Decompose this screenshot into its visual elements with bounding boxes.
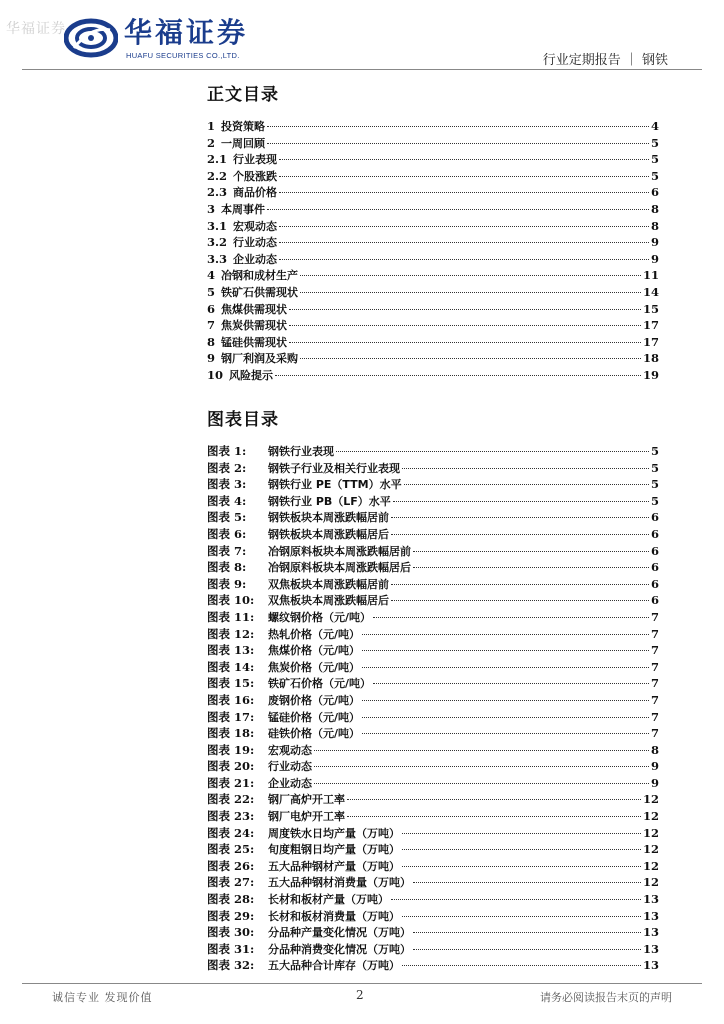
leader-dots [402, 849, 641, 850]
toc-entry[interactable] [207, 234, 659, 251]
leader-dots [289, 342, 641, 343]
entry-title: 五大品种钢材产量（万吨） [268, 859, 400, 873]
entry-number: 图表 23: [207, 809, 255, 824]
entry-number: 5 [207, 284, 216, 299]
entry-number: 图表 21: [207, 775, 255, 790]
entry-title: 五大品种钢材消费量（万吨） [268, 876, 411, 890]
entry-page: 7 [650, 659, 659, 674]
entry-title: 钢厂利润及采购 [221, 352, 299, 366]
entry-page: 12 [642, 858, 659, 873]
footer-slogan: 诚信专业 发现价值 [52, 991, 153, 1004]
figure-entry[interactable] [207, 609, 659, 626]
figure-entry[interactable] [207, 526, 659, 543]
entry-number: 图表 4: [207, 493, 247, 508]
entry-number: 图表 19: [207, 742, 255, 757]
leader-dots [289, 309, 641, 310]
figure-entry[interactable] [207, 709, 659, 726]
entry-page: 12 [642, 792, 659, 807]
entry-number: 4 [207, 268, 216, 283]
entry-page: 13 [642, 925, 659, 940]
entry-number: 10 [207, 367, 224, 382]
toc-entry[interactable] [207, 151, 659, 168]
entry-page: 6 [650, 185, 659, 200]
leader-dots [402, 468, 649, 469]
entry-page: 13 [642, 892, 659, 907]
entry-page: 12 [642, 825, 659, 840]
figure-entry[interactable] [207, 758, 659, 775]
entry-number: 2.2 [207, 168, 228, 183]
figure-entry[interactable] [207, 476, 659, 493]
entry-title: 一周回顾 [221, 136, 266, 150]
leader-dots [413, 949, 641, 950]
entry-number: 图表 30: [207, 925, 255, 940]
figure-entry[interactable] [207, 908, 659, 925]
figure-entry[interactable] [207, 957, 659, 974]
entry-number: 图表 10: [207, 593, 255, 608]
entry-number: 图表 16: [207, 692, 255, 707]
entry-page: 6 [650, 560, 659, 575]
entry-title: 宏观动态 [233, 219, 278, 233]
entry-number: 图表 6: [207, 526, 247, 541]
leader-dots [391, 600, 649, 601]
entry-title: 风险提示 [229, 368, 274, 382]
leader-dots [279, 242, 649, 243]
entry-title: 长材和板材产量（万吨） [268, 893, 389, 907]
leader-dots [362, 733, 649, 734]
entry-title: 长材和板材消费量（万吨） [268, 909, 400, 923]
entry-number: 图表 15: [207, 676, 255, 691]
entry-title: 分品种消费变化情况（万吨） [268, 942, 411, 956]
entry-number: 3 [207, 201, 216, 216]
figure-entry[interactable] [207, 841, 659, 858]
toc-entry[interactable] [207, 350, 659, 367]
leader-dots [402, 965, 641, 966]
entry-number: 图表 9: [207, 576, 247, 591]
leader-dots [393, 501, 649, 502]
entry-number: 图表 24: [207, 825, 255, 840]
footer-divider [22, 983, 702, 984]
entry-page: 18 [642, 351, 659, 366]
leader-dots [267, 209, 649, 210]
toc-entry[interactable] [207, 284, 659, 301]
entry-page: 13 [642, 958, 659, 973]
entry-page: 7 [650, 643, 659, 658]
entry-title: 钢铁板块本周涨跌幅居前 [268, 511, 389, 525]
entry-page: 8 [650, 201, 659, 216]
leader-dots [300, 358, 641, 359]
entry-title: 五大品种合计库存（万吨） [268, 959, 400, 973]
leader-dots [300, 275, 641, 276]
entry-title: 钢厂高炉开工率 [268, 793, 345, 807]
entry-number: 7 [207, 318, 216, 333]
leader-dots [391, 899, 641, 900]
figure-entry[interactable] [207, 576, 659, 593]
figure-entry[interactable] [207, 775, 659, 792]
entry-title: 企业动态 [233, 252, 278, 266]
leader-dots [267, 143, 649, 144]
entry-title: 钢铁行业 PB（LF）水平 [268, 494, 391, 508]
entry-page: 9 [650, 251, 659, 266]
entry-number: 图表 18: [207, 726, 255, 741]
company-logo [64, 16, 274, 62]
figure-entry[interactable] [207, 808, 659, 825]
entry-number: 2 [207, 135, 216, 150]
entry-number: 图表 1: [207, 444, 247, 458]
leader-dots [279, 226, 649, 227]
figure-entry[interactable] [207, 443, 659, 460]
figure-entry[interactable] [207, 626, 659, 643]
leader-dots [275, 375, 641, 376]
entry-page: 5 [650, 477, 659, 492]
entry-number: 图表 13: [207, 643, 255, 658]
figure-entry[interactable] [207, 791, 659, 808]
entry-page: 5 [650, 152, 659, 167]
entry-title: 锰硅供需现状 [221, 335, 288, 349]
entry-title: 冶钢原料板块本周涨跌幅居后 [268, 561, 411, 575]
leader-dots [314, 766, 649, 767]
leader-dots [362, 650, 649, 651]
toc-entry[interactable] [207, 334, 659, 351]
leader-dots [402, 866, 641, 867]
entry-title: 硅铁价格（元/吨） [268, 727, 361, 741]
entry-page: 7 [650, 626, 659, 641]
figure-entry[interactable] [207, 509, 659, 526]
leader-dots [402, 833, 641, 834]
entry-page: 5 [650, 460, 659, 475]
entry-title: 本周事件 [221, 202, 266, 216]
toc-entry[interactable] [207, 218, 659, 235]
entry-page: 5 [650, 444, 659, 458]
leader-dots [373, 683, 649, 684]
entry-page: 13 [642, 941, 659, 956]
entry-title: 焦炭价格（元/吨） [268, 660, 361, 674]
toc-entry[interactable] [207, 201, 659, 218]
entry-number: 图表 26: [207, 858, 255, 873]
leader-dots [314, 750, 649, 751]
toc-entry[interactable] [207, 168, 659, 185]
entry-title: 分品种产量变化情况（万吨） [268, 926, 411, 940]
leader-dots [391, 584, 649, 585]
entry-page: 12 [642, 875, 659, 890]
entry-page: 12 [642, 842, 659, 857]
leader-dots [362, 700, 649, 701]
swirl-logo-icon [64, 18, 118, 58]
entry-title: 铁矿石价格（元/吨） [268, 677, 372, 691]
entry-title: 行业动态 [268, 760, 312, 774]
entry-number: 图表 3: [207, 477, 247, 492]
figure-entry[interactable] [207, 592, 659, 609]
entry-page: 7 [650, 709, 659, 724]
entry-page: 13 [642, 908, 659, 923]
entry-title: 铁矿石供需现状 [221, 285, 299, 299]
entry-page: 6 [650, 576, 659, 591]
entry-title: 周度铁水日均产量（万吨） [268, 826, 400, 840]
entry-title: 热轧价格（元/吨） [268, 627, 361, 641]
entry-page: 9 [650, 235, 659, 250]
figure-entry[interactable] [207, 559, 659, 576]
entry-number: 图表 28: [207, 892, 255, 907]
entry-title: 宏观动态 [268, 743, 312, 757]
figure-entry[interactable] [207, 874, 659, 891]
entry-title: 个股涨跌 [233, 169, 278, 183]
entry-page: 7 [650, 609, 659, 624]
figure-entry[interactable] [207, 460, 659, 477]
entry-page: 7 [650, 692, 659, 707]
toc-entry[interactable] [207, 135, 659, 152]
entry-number: 图表 17: [207, 709, 255, 724]
entry-number: 6 [207, 301, 216, 316]
logo-english-name: HUAFU SECURITIES CO.,LTD. [126, 51, 240, 60]
entry-title: 钢铁板块本周涨跌幅居后 [268, 527, 389, 541]
entry-number: 3.3 [207, 251, 228, 266]
report-category: 行业定期报告 ｜ 钢铁 [542, 53, 668, 68]
figure-entry[interactable] [207, 725, 659, 742]
toc-entry[interactable] [207, 118, 659, 135]
leader-dots [362, 717, 649, 718]
entry-number: 图表 11: [207, 609, 255, 624]
entry-page: 8 [650, 742, 659, 757]
entry-title: 钢铁子行业及相关行业表现 [268, 461, 400, 475]
entry-page: 12 [642, 809, 659, 824]
entry-number: 图表 31: [207, 941, 255, 956]
entry-title: 企业动态 [268, 776, 312, 790]
entry-page: 6 [650, 510, 659, 525]
leader-dots [362, 667, 649, 668]
entry-page: 14 [642, 284, 659, 299]
leader-dots [413, 882, 641, 883]
figure-entry[interactable] [207, 543, 659, 560]
entry-title: 废钢价格（元/吨） [268, 693, 361, 707]
entry-title: 钢厂电炉开工率 [268, 810, 345, 824]
entry-title: 旬度粗钢日均产量（万吨） [268, 843, 400, 857]
figure-entry[interactable] [207, 493, 659, 510]
entry-page: 9 [650, 759, 659, 774]
entry-title: 钢铁行业 PE（TTM）水平 [268, 478, 402, 492]
leader-dots [289, 325, 641, 326]
entry-title: 行业表现 [233, 153, 278, 167]
figure-entry[interactable] [207, 742, 659, 759]
entry-page: 4 [650, 119, 659, 133]
leader-dots [404, 484, 649, 485]
entry-page: 7 [650, 726, 659, 741]
entry-page: 6 [650, 526, 659, 541]
leader-dots [402, 916, 641, 917]
figure-entry[interactable] [207, 858, 659, 875]
page-number: 2 [356, 988, 364, 1002]
entry-number: 1 [207, 119, 216, 133]
entry-page: 5 [650, 493, 659, 508]
figure-entry[interactable] [207, 642, 659, 659]
entry-number: 图表 14: [207, 659, 255, 674]
entry-number: 图表 27: [207, 875, 255, 890]
figure-entry[interactable] [207, 891, 659, 908]
entry-page: 7 [650, 676, 659, 691]
entry-number: 图表 22: [207, 792, 255, 807]
leader-dots [413, 551, 649, 552]
leader-dots [373, 617, 649, 618]
leader-dots [347, 816, 641, 817]
entry-number: 图表 8: [207, 560, 247, 575]
leader-dots [279, 192, 649, 193]
leader-dots [413, 932, 641, 933]
entry-page: 5 [650, 135, 659, 150]
toc-list [207, 118, 659, 384]
leader-dots [347, 799, 641, 800]
header-divider [22, 69, 702, 70]
toc-entry[interactable] [207, 317, 659, 334]
figure-entry[interactable] [207, 924, 659, 941]
toc-entry[interactable] [207, 184, 659, 201]
entry-title: 双焦板块本周涨跌幅居前 [268, 577, 389, 591]
entry-page: 9 [650, 775, 659, 790]
entry-number: 3.2 [207, 235, 228, 250]
leader-dots [336, 451, 649, 452]
figure-entry[interactable] [207, 659, 659, 676]
entry-title: 钢铁行业表现 [268, 445, 334, 458]
entry-number: 2.1 [207, 152, 228, 167]
leader-dots [391, 517, 649, 518]
toc-entry[interactable] [207, 301, 659, 318]
toc-entry[interactable] [207, 367, 659, 384]
entry-title: 焦煤价格（元/吨） [268, 644, 361, 658]
figures-title: 图表目录 [207, 410, 279, 430]
entry-page: 15 [642, 301, 659, 316]
leader-dots [279, 159, 649, 160]
entry-number: 2.3 [207, 185, 228, 200]
entry-title: 冶钢和成材生产 [221, 269, 299, 283]
entry-number: 图表 5: [207, 510, 247, 525]
entry-number: 图表 25: [207, 842, 255, 857]
entry-page: 17 [642, 334, 659, 349]
leader-dots [391, 534, 649, 535]
watermark-text: 华福证券 [6, 21, 66, 37]
entry-page: 19 [642, 367, 659, 382]
leader-dots [362, 634, 649, 635]
figure-entry[interactable] [207, 675, 659, 692]
toc-entry[interactable] [207, 267, 659, 284]
entry-title: 焦炭供需现状 [221, 319, 288, 333]
entry-page: 11 [642, 268, 659, 283]
entry-page: 5 [650, 168, 659, 183]
leader-dots [314, 783, 649, 784]
entry-page: 6 [650, 543, 659, 558]
entry-number: 图表 20: [207, 759, 255, 774]
toc-title: 正文目录 [207, 85, 279, 105]
footer-disclaimer: 请务必阅读报告末页的声明 [540, 991, 672, 1004]
entry-page: 17 [642, 318, 659, 333]
figure-entry[interactable] [207, 825, 659, 842]
entry-number: 图表 12: [207, 626, 255, 641]
entry-title: 行业动态 [233, 236, 278, 250]
entry-title: 螺纹钢价格（元/吨） [268, 610, 372, 624]
entry-number: 图表 32: [207, 958, 255, 973]
figure-entry[interactable] [207, 941, 659, 958]
figures-list [207, 443, 659, 974]
entry-title: 冶钢原料板块本周涨跌幅居前 [268, 544, 411, 558]
logo-chinese-name: 华福证券 [124, 16, 249, 49]
entry-title: 双焦板块本周涨跌幅居后 [268, 594, 389, 608]
entry-page: 6 [650, 593, 659, 608]
entry-title: 锰硅价格（元/吨） [268, 710, 361, 724]
entry-number: 图表 2: [207, 460, 247, 475]
leader-dots [267, 126, 649, 127]
entry-title: 焦煤供需现状 [221, 302, 288, 316]
entry-title: 商品价格 [233, 186, 278, 200]
leader-dots [279, 176, 649, 177]
entry-number: 9 [207, 351, 216, 366]
leader-dots [300, 292, 641, 293]
entry-number: 8 [207, 334, 216, 349]
entry-number: 3.1 [207, 218, 228, 233]
toc-entry[interactable] [207, 251, 659, 268]
entry-number: 图表 7: [207, 543, 247, 558]
leader-dots [413, 567, 649, 568]
entry-title: 投资策略 [221, 120, 266, 133]
entry-number: 图表 29: [207, 908, 255, 923]
leader-dots [279, 259, 649, 260]
figure-entry[interactable] [207, 692, 659, 709]
entry-page: 8 [650, 218, 659, 233]
